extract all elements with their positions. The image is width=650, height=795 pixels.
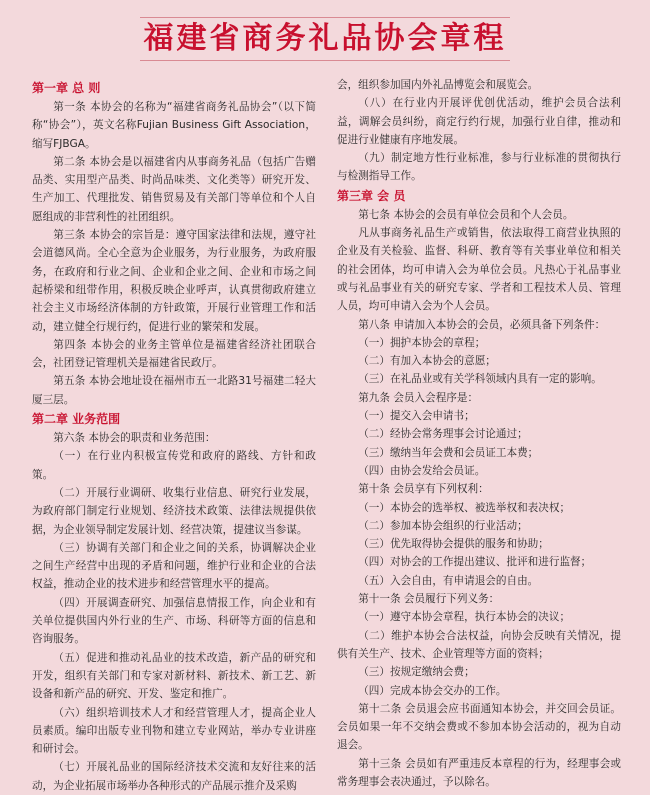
article-paragraph: 第二条 本协会是以福建省内从事商务礼品（包括广告赠品类、实用型产品类、时尚品味类、文化类等）研究开发、生产加工、代理批发、销售贸易及有关部门等单位和个人自愿组成的非营利性的社团组织。 [32,155,316,223]
article-paragraph: 第六条 本协会的职责和业务范围： [53,432,216,445]
page-title: 福建省商务礼品协会章程 [143,21,507,56]
title-rule-bottom [140,60,510,61]
list-item: （三）缴纳当年会费和会员证工本费； [358,446,539,459]
list-item: （六）组织培训技术人才和经营管理人才，提高企业人员素质。编印出版专业刊物和建立专业网站，举办专业讲座和研讨会。 [32,706,316,756]
article-paragraph: 第十三条 会员如有严重违反本章程的行为，经理事会或常务理事会表决通过，予以除名。 [337,757,621,788]
list-item: （一）遵守本协会章程，执行本协会的决议； [358,611,571,624]
article-paragraph: 第三条 本协会的宗旨是：遵守国家法律和法规，遵守社会道德风尚。全心全意为企业服务，为行业服务，为政府服务，在政府和行业之间、企业和企业之间、企业和市场之间起桥梁和纽带作用，积极反映企业呼声，认真贯彻政府建立社会主义市场经济体制的方针政策，开展行业管理工作和活动，建立健全行规行约，促进行业的繁荣和发展。 [32,229,316,333]
article-paragraph: 凡从事商务礼品生产或销售，依法取得工商营业执照的企业及有关检验、监督、科研、教育等有关事业单位和相关的社会团体，均可申请入会为单位会员。凡热心于礼品事业或与礼品事业有关的研究专家、学者和工程技术人员、管理人员，均可申请入会为个人会员。 [337,227,621,313]
article-paragraph: 第七条 本协会的会员有单位会员和个人会员。 [358,208,574,221]
list-item: （五）入会自由，有申请退会的自由。 [358,574,539,587]
left-column [32,78,316,795]
list-item: （三）协调有关部门和企业之间的关系，协调解决企业之间生产经营中出现的矛盾和问题，维护行业和企业的合法权益，推动企业的技术进步和经营管理水平的提高。 [32,541,316,591]
list-item: （四）开展调查研究、加强信息情报工作，向企业和有关单位提供国内外行业的生产、市场、科研等方面的信息和咨询服务。 [32,596,316,646]
list-item: （二）参加本协会组织的行业活动； [358,519,528,532]
list-item: （一）本协会的选举权、被选举权和表决权； [358,501,571,514]
list-item: （二）维护本协会合法权益，向协会反映有关情况，提供有关生产、技术、企业管理等方面的资料； [337,629,621,660]
article-paragraph: 第一条 本协会的名称为“福建省商务礼品协会”（以下简称“协会”），英文名称Fujian Business Gift Association，缩写FJBGA。 [32,101,316,150]
article-paragraph: 第八条 申请加入本协会的会员，必须具备下列条件： [358,318,606,331]
list-item-continued: 会，组织参加国内外礼品博览会和展览会。 [337,79,539,91]
article-paragraph: 第九条 会员入会程序是： [358,391,479,404]
list-item: （一）在行业内积极宣传党和政府的路线、方针和政策。 [32,450,316,481]
list-item: （一）提交入会申请书； [358,410,475,423]
article-paragraph: 第十二条 会员退会应书面通知本协会，并交回会员证。会员如果一年不交纳会费或不参加本协会活动的，视为自动退会。 [337,702,621,752]
list-item: （三）优先取得协会提供的服务和协助； [358,538,549,551]
list-item: （三）按规定缴纳会费； [358,666,475,679]
article-paragraph: 第四条 本协会的业务主管单位是福建省经济社团联合会，社团登记管理机关是福建省民政厅。 [32,338,316,370]
list-item: （四）完成本协会交办的工作。 [358,684,507,697]
chapter-heading: 第一章 总 则 [32,81,101,95]
list-item: （四）对协会的工作提出建议、批评和进行监督； [358,556,592,569]
title-band [0,0,650,70]
title-rule-top [140,17,510,18]
list-item: （三）在礼品业或有关学科领域内具有一定的影响。 [358,373,602,386]
list-item: （五）促进和推动礼品业的技术改造，新产品的研究和开发，组织有关部门和专家对新材料、新技术、新工艺、新设备和新产品的研究、开发、鉴定和推广。 [32,651,316,701]
list-item: （八）在行业内开展评优创优活动，维护会员合法利益，调解会员纠纷，商定行约行规，加强行业自律，推动和促进行业健康有序地发展。 [337,97,621,146]
list-item: （二）有加入本协会的意愿； [358,355,496,368]
chapter-heading: 第三章 会 员 [337,188,406,203]
article-paragraph: 第十一条 会员履行下列义务： [358,593,500,606]
list-item: （二）开展行业调研、收集行业信息、研究行业发展，为政府部门制定行业规划、经济技术政策、法律法规提供依据，为企业领导制定发展计划、经营决策，提建议当参谋。 [32,486,316,536]
article-paragraph: 第十条 会员享有下列权利： [358,483,489,496]
article-paragraph: 第五条 本协会地址设在福州市五一北路31号福建二轻大厦三层。 [32,375,316,406]
list-item: （二）经协会常务理事会讨论通过； [358,428,528,441]
list-item: （一）拥护本协会的章程； [358,336,486,349]
list-item: （四）由协会发给会员证。 [358,464,486,477]
list-item: （九）制定地方性行业标准，参与行业标准的贯彻执行与检测指导工作。 [337,152,621,183]
right-column [337,76,621,791]
list-item: （七）开展礼品业的国际经济技术交流和友好往来的活动，为企业拓展市场举办各种形式的产品展示推介及采购 [32,761,316,792]
chapter-heading: 第二章 业务范围 [32,412,121,427]
